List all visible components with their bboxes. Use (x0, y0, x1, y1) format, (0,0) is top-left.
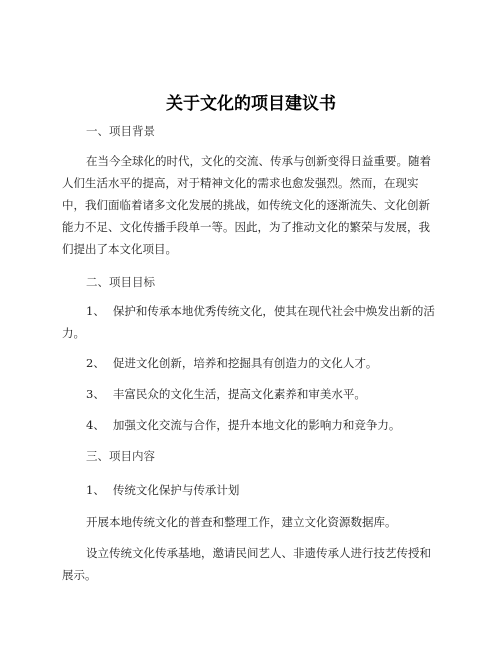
background-paragraph: 在当今全球化的时代，文化的交流、传承与创新变得日益重要。随着人们生活水平的提高，对于精神文化的需求也愈发强烈。然而，在现实中，我们面临着诸多文化发展的挑战，如传统文化的逐渐流失、文化创新能力不足、文化传播手段单一等。因此，为了推动文化的繁荣与发展，我们提出了本文化项目。 (62, 154, 431, 256)
section-heading-content: 三、项目内容 (86, 449, 155, 463)
goal-item-text: 加强文化交流与合作，提升本地文化的影响力和竞争力。 (112, 418, 401, 432)
section-heading-goals: 二、项目目标 (86, 275, 155, 289)
goal-item-text: 促进文化创新，培养和挖掘具有创造力的文化人才。 (112, 356, 378, 370)
content-subheading (62, 479, 438, 501)
goal-item-4 (62, 414, 438, 436)
goal-item-2 (62, 352, 438, 374)
content-paragraph-1: 开展本地传统文化的普查和整理工作，建立文化资源数据库。 (86, 515, 397, 529)
goal-item-number: 2、 (86, 356, 105, 370)
goal-item-text: 保护和传承本地优秀传统文化，使其在现代社会中焕发出新的活力。 (62, 304, 435, 340)
goal-item-number: 4、 (86, 418, 105, 432)
content-paragraph-2: 设立传统文化传承基地，邀请民间艺人、非遗传承人进行技艺传授和展示。 (62, 546, 431, 582)
content-subheading-text: 传统文化保护与传承计划 (112, 483, 240, 497)
section-heading-background: 一、项目背景 (86, 124, 155, 138)
content-subheading-number: 1、 (86, 483, 105, 497)
goal-item-number: 1、 (86, 304, 105, 318)
goal-item-number: 3、 (86, 387, 105, 401)
goal-item-3 (62, 383, 438, 405)
document-title: 关于文化的项目建议书 (166, 94, 336, 114)
goal-item-1 (62, 300, 438, 344)
goal-item-text: 丰富民众的文化生活，提高文化素养和审美水平。 (112, 387, 366, 401)
